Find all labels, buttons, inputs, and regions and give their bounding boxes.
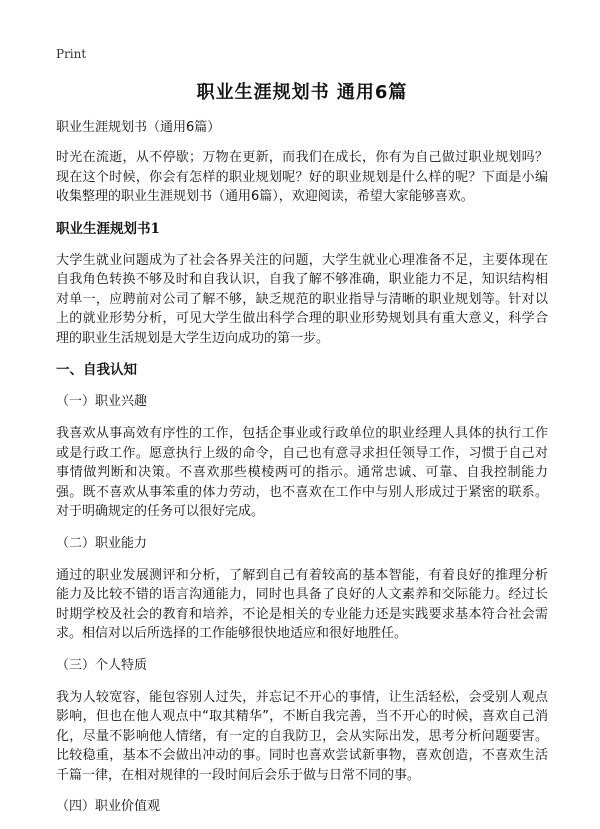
heading-self-awareness: 一、自我认知 xyxy=(56,362,137,378)
traits-paragraph: 我为人较宽容，能包容别人过失，并忘记不开心的事情，让生活轻松，会受别人观点影响，但也在他人观点中“取其精华”，不断自我完善，当不开心的时候，喜欢自己消化，尽量不影响他人情绪，有一定的自我防卫，会从实际出发，思考分析问题要害。比较稳重，基本不会做出冲动的事。同时也喜欢尝试新事物，喜欢创造，不喜欢生活千篇一律，在相对规律的一段时间后会乐于做与日常不同的事。 xyxy=(56,689,548,783)
document-subtitle: 职业生涯规划书（通用6篇） xyxy=(56,120,221,135)
print-link[interactable]: Print xyxy=(56,47,87,61)
intro-paragraph: 时光在流逝，从不停歇；万物在更新，而我们在成长，你有为自己做过职业规划吗？现在这个时候，你会有怎样的职业规划呢？好的职业规划是什么样的呢？下面是小编收集整理的职业生涯规划书（通用6篇），欢迎阅读，希望大家能够喜欢。 xyxy=(56,150,548,204)
subheading-ability: （二）职业能力 xyxy=(56,535,148,551)
document-body xyxy=(56,80,548,829)
page-title: 职业生涯规划书 通用6篇 xyxy=(196,82,408,103)
interest-paragraph: 我喜欢从事高效有序性的工作，包括企事业或行政单位的职业经理人具体的执行工作或是行政工作。愿意执行上级的命令，自己也有意寻求担任领导工作，习惯于自己对事情做判断和决策。不喜欢那些模棱两可的指示。通常忠诚、可靠、自我控制能力强。既不喜欢从事笨重的体力劳动，也不喜欢在工作中与别人形成过于紧密的联系。对于明确规定的任务可以很好完成。 xyxy=(56,426,548,519)
ability-paragraph: 通过的职业发展测评和分析，了解到自己有着较高的基本智能，有着良好的推理分析能力及比较不错的语言沟通能力，同时也具备了良好的人文素养和交际能力。经过长时期学校及社会的教育和培养，不论是相关的专业能力还是实践要求基本符合社会需求。相信对以后所选择的工作能够很快地适应和很好地胜任。 xyxy=(56,567,548,641)
subheading-interest: （一）职业兴趣 xyxy=(56,394,148,409)
subheading-values: （四）职业价值观 xyxy=(56,799,161,814)
section-1-paragraph: 大学生就业问题成为了社会各界关注的问题，大学生就业心理准备不足，主要体现在自我角色转换不够及时和自我认识，自我了解不够准确，职业能力不足，知识结构相对单一，应聘前对公司了解不够，缺乏规范的职业指导与清晰的职业规划等。针对以上的就业形势分析，可见大学生做出科学合理的职业形势规划具有重大意义，科学合理的职业生活规划是大学生迈向成功的第一步。 xyxy=(56,252,548,346)
section-heading-1: 职业生涯规划书1 xyxy=(56,220,160,237)
subheading-traits: （三）个人特质 xyxy=(56,657,148,673)
